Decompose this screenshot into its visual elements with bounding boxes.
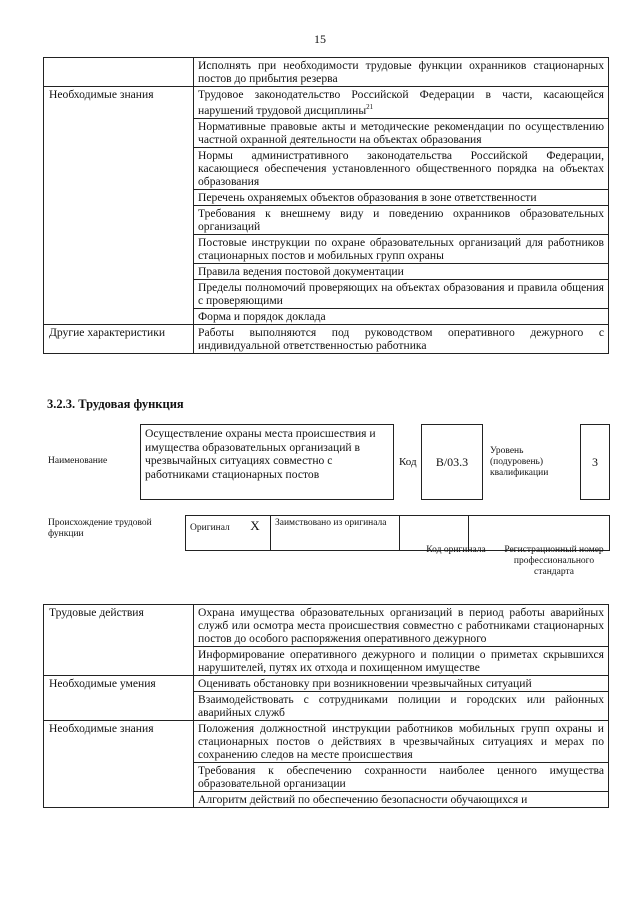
table-row bbox=[44, 58, 609, 87]
borrowed-label: Заимствовано из оригинала bbox=[271, 516, 400, 551]
table-row bbox=[44, 676, 609, 692]
row-value bbox=[194, 87, 609, 119]
function-code-box: B/03.3 bbox=[421, 424, 483, 500]
row-value: Форма и порядок доклада bbox=[194, 308, 609, 324]
code-label: Код bbox=[399, 456, 417, 468]
reg-number-caption: Регистрационный номер профессионального стандарта bbox=[504, 545, 604, 577]
row-value: Работы выполняются под руководством оперативного дежурного с индивидуальной ответственностью работника bbox=[194, 324, 609, 353]
original-mark: X bbox=[240, 516, 271, 551]
row-label: Необходимые умения bbox=[44, 676, 194, 721]
row-value-text: Трудовое законодательство Российской Федерации в части, касающейся нарушений трудовой дисциплины bbox=[198, 88, 604, 117]
row-value: Взаимодействовать с сотрудниками полиции и городских или районных аварийных служб bbox=[194, 692, 609, 721]
row-label: Необходимые знания bbox=[44, 721, 194, 808]
name-label: Наименование bbox=[48, 456, 108, 466]
footnote-ref: 21 bbox=[366, 103, 374, 111]
table-row bbox=[44, 721, 609, 763]
origin-label: Происхождение трудовой функции bbox=[48, 518, 152, 539]
row-label: Трудовые действия bbox=[44, 605, 194, 676]
row-value: Исполнять при необходимости трудовые функции охранников стационарных постов до прибытия резерва bbox=[194, 58, 609, 87]
row-label bbox=[44, 58, 194, 87]
level-label: Уровень (подуровень) квалификации bbox=[490, 446, 549, 478]
qualification-level-box: 3 bbox=[580, 424, 610, 500]
row-value: Информирование оперативного дежурного и полиции о приметах скрывшихся нарушителей, путях их отхода и похищенном имуществе bbox=[194, 647, 609, 676]
table-row bbox=[44, 324, 609, 353]
section-heading: 3.2.3. Трудовая функция bbox=[47, 397, 184, 411]
function-name-box: Осуществление охраны места происшествия и имущества образовательных организаций в чрезвычайных ситуациях совместно с работниками стационарных постов bbox=[140, 424, 394, 500]
code-original-caption: Код оригинала bbox=[426, 545, 486, 555]
page-number: 15 bbox=[314, 32, 326, 46]
row-label: Другие характеристики bbox=[44, 324, 194, 353]
row-value: Охрана имущества образовательных организаций в период работы аварийных служб или осмотра места происшествия совместно с работниками стационарных постов до особого распоряжения оперативного дежурного bbox=[194, 605, 609, 647]
row-label: Необходимые знания bbox=[44, 87, 194, 325]
row-value: Перечень охраняемых объектов образования в зоне ответственности bbox=[194, 189, 609, 205]
row-value: Правила ведения постовой документации bbox=[194, 263, 609, 279]
row-value: Нормы административного законодательства Российской Федерации, касающиеся обеспечения установленного общественного порядка на объектах образования bbox=[194, 147, 609, 189]
row-value: Требования к внешнему виду и поведению охранников образовательных организаций bbox=[194, 205, 609, 234]
row-value: Положения должностной инструкции работников мобильных групп охраны и стационарных постов о действиях в чрезвычайных ситуациях и мерах по сохранению следов на месте происшествия bbox=[194, 721, 609, 763]
requirements-table bbox=[43, 57, 609, 354]
row-value: Алгоритм действий по обеспечению безопасности обучающихся и bbox=[194, 792, 609, 808]
original-label: Оригинал bbox=[186, 516, 241, 551]
row-value: Пределы полномочий проверяющих на объектах образования и правила общения с проверяющими bbox=[194, 279, 609, 308]
table-row bbox=[44, 605, 609, 647]
row-value: Оценивать обстановку при возникновении чрезвычайных ситуаций bbox=[194, 676, 609, 692]
table-row bbox=[44, 87, 609, 119]
row-value: Постовые инструкции по охране образовательных организаций для работников стационарных постов и мобильных групп охраны bbox=[194, 234, 609, 263]
row-value: Нормативные правовые акты и методические рекомендации по осуществлению частной охранной деятельности на объектах образования bbox=[194, 118, 609, 147]
function-details-table bbox=[43, 604, 609, 808]
row-value: Требования к обеспечению сохранности наиболее ценного имущества образовательной организации bbox=[194, 763, 609, 792]
